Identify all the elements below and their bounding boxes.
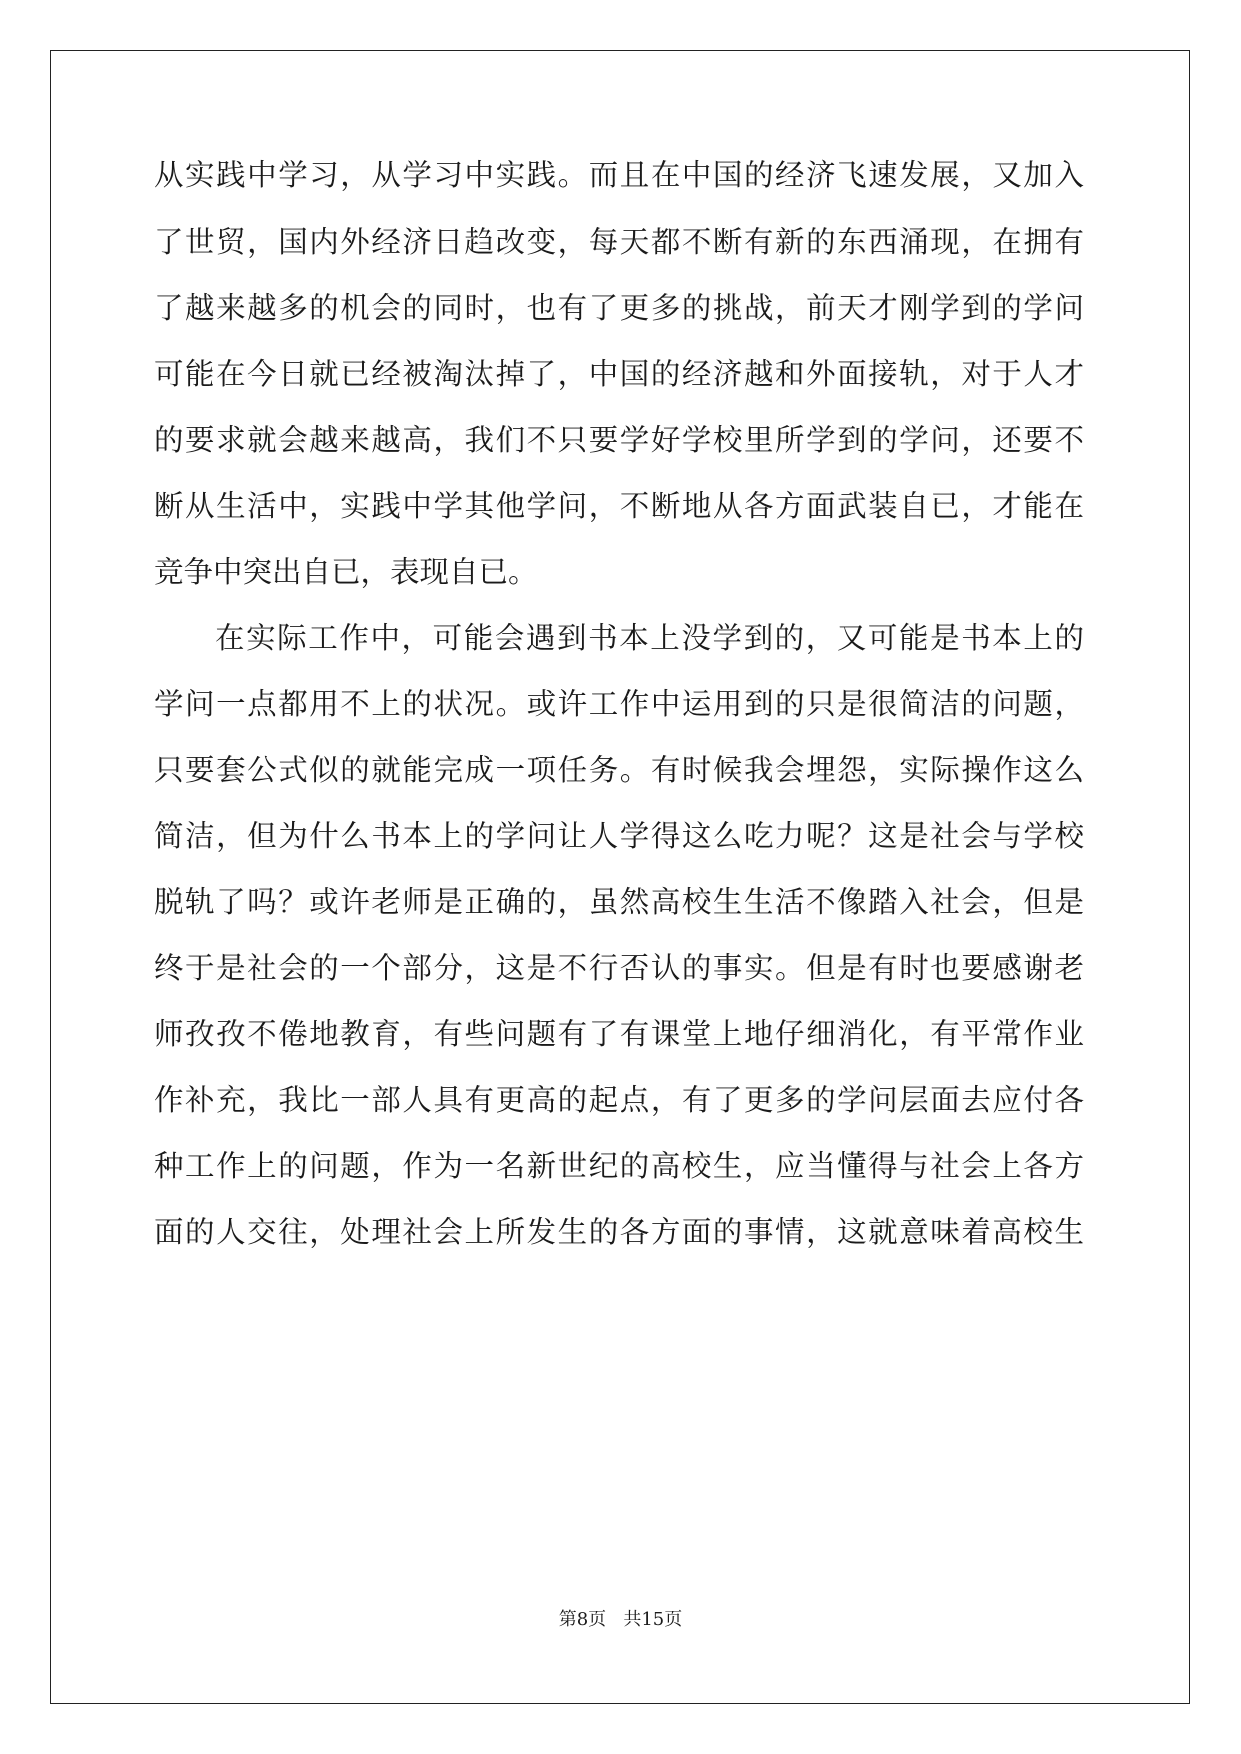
text-line: 终于是社会的一个部分，这是不行否认的事实。但是有时也要感谢老 [154,951,1084,985]
text-line: 的要求就会越来越高，我们不只要学好学校里所学到的学问，还要不 [154,423,1084,457]
text-line: 了世贸，国内外经济日趋改变，每天都不断有新的东西涌现，在拥有 [154,225,1084,259]
text-line: 在实际工作中，可能会遇到书本上没学到的，又可能是书本上的 [215,621,1084,655]
text-line: 脱轨了吗？或许老师是正确的，虽然高校生生活不像踏入社会，但是 [154,885,1084,919]
text-line: 面的人交往，处理社会上所发生的各方面的事情，这就意味着高校生 [154,1215,1084,1249]
text-line: 师孜孜不倦地教育，有些问题有了有课堂上地仔细消化，有平常作业 [154,1017,1084,1051]
text-line: 作补充，我比一部人具有更高的起点，有了更多的学问层面去应付各 [154,1083,1084,1117]
text-line: 从实践中学习，从学习中实践。而且在中国的经济飞速发展，又加入 [154,158,1084,192]
text-line: 只要套公式似的就能完成一项任务。有时候我会埋怨，实际操作这么 [154,753,1084,787]
page-footer [0,1608,1241,1632]
page-number: 第8页 [558,1609,607,1630]
text-line: 断从生活中，实践中学其他学问，不断地从各方面武装自已，才能在 [154,489,1084,523]
text-line: 学问一点都用不上的状况。或许工作中运用到的只是很简洁的问题， [154,687,1084,721]
text-line: 种工作上的问题，作为一名新世纪的高校生，应当懂得与社会上各方 [154,1149,1084,1183]
text-line: 竞争中突出自已，表现自已。 [154,555,538,589]
text-line: 了越来越多的机会的同时，也有了更多的挑战，前天才刚学到的学问 [154,291,1084,325]
text-line: 简洁，但为什么书本上的学问让人学得这么吃力呢？这是社会与学校 [154,819,1084,853]
text-line: 可能在今日就已经被淘汰掉了，中国的经济越和外面接轨，对于人才 [154,357,1084,391]
page-total: 共15页 [623,1609,683,1630]
